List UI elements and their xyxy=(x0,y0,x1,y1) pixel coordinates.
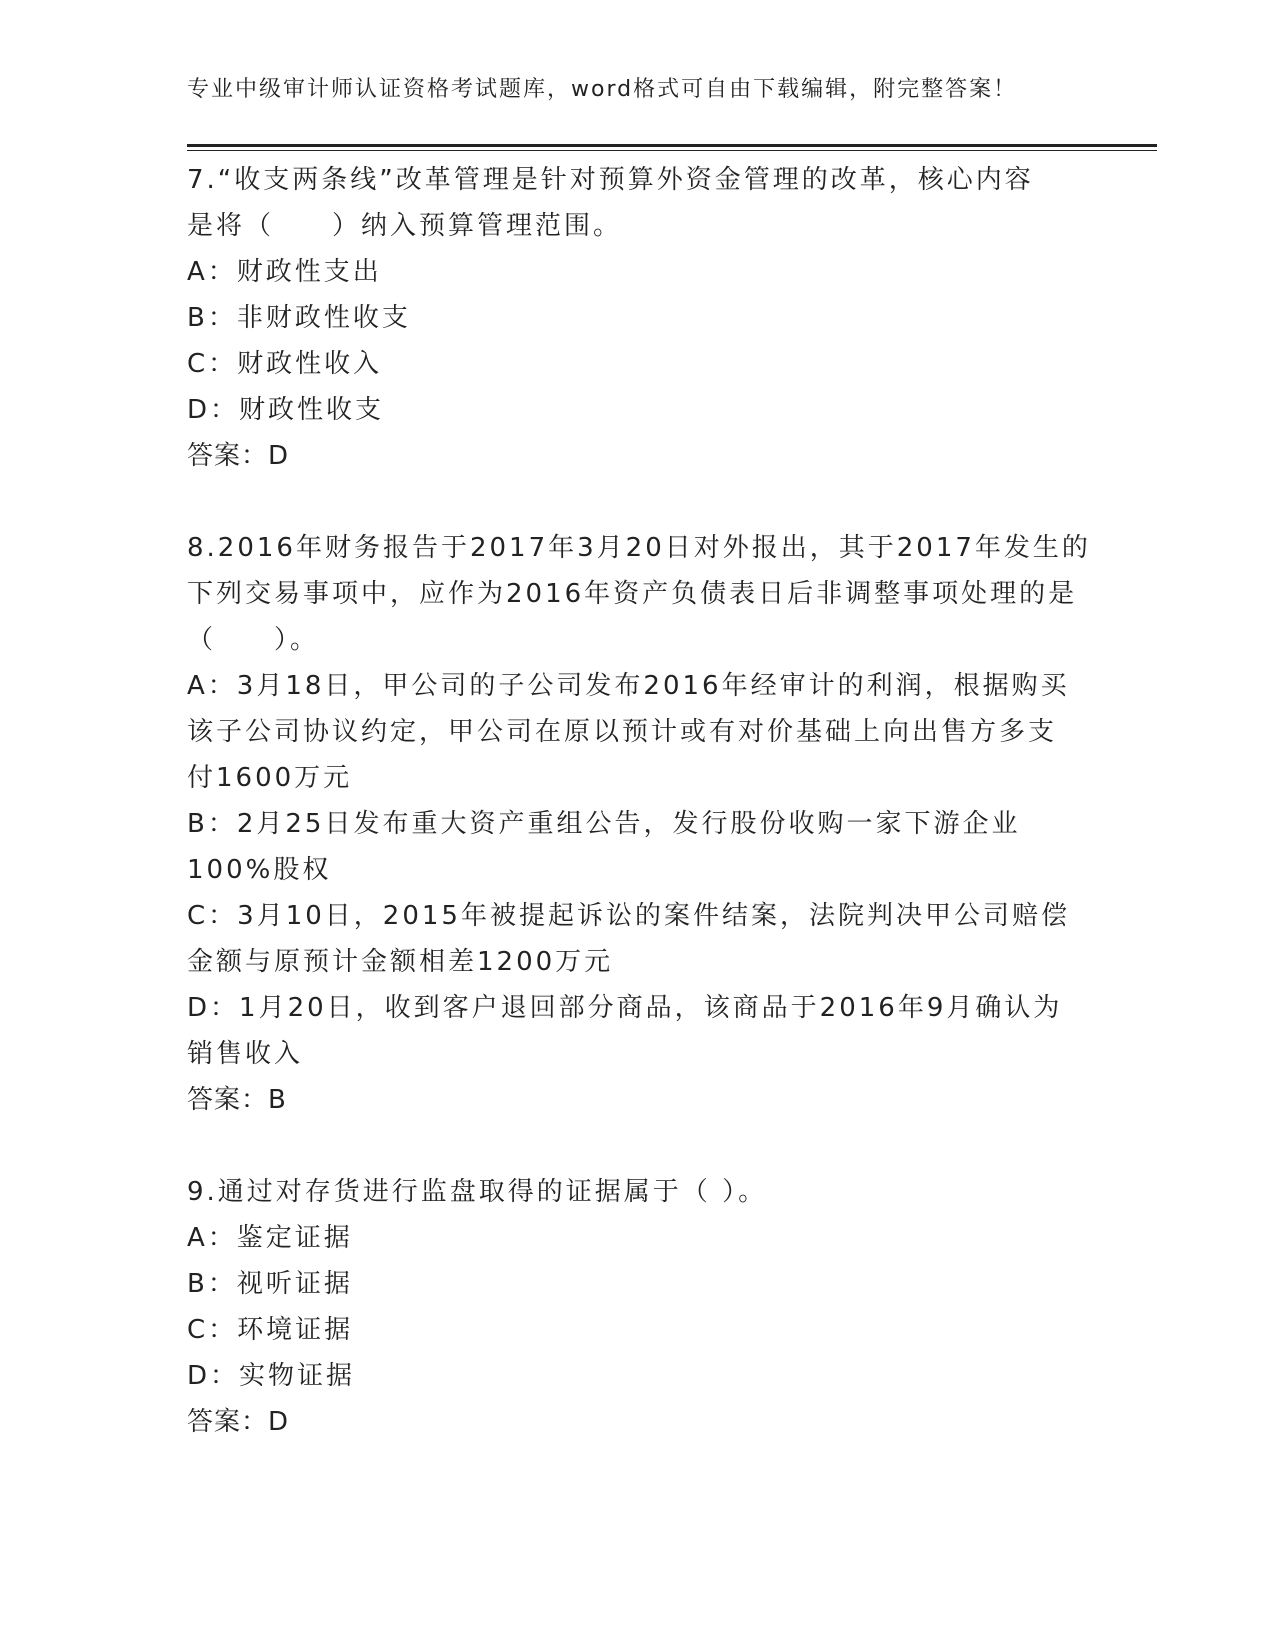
option-a-continued: 该子公司协议约定，甲公司在原以预计或有对价基础上向出售方多支 xyxy=(187,717,1058,747)
option-c: C：3月10日，2015年被提起诉讼的案件结案，法院判决甲公司赔偿 xyxy=(187,901,1070,931)
option-a: A：鉴定证据 xyxy=(187,1223,353,1253)
question-9 xyxy=(187,1169,1087,1445)
option-a: A：3月18日，甲公司的子公司发布2016年经审计的利润，根据购买 xyxy=(187,671,1070,701)
option-d: D：实物证据 xyxy=(187,1361,356,1391)
question-stem-line: 是将（ ）纳入预算管理范围。 xyxy=(187,211,623,241)
question-stem-line: 9.通过对存货进行监盘取得的证据属于（ ）。 xyxy=(187,1177,768,1207)
header-rule-thin xyxy=(187,150,1157,151)
option-c: C：环境证据 xyxy=(187,1315,354,1345)
question-8 xyxy=(187,525,1091,1123)
option-c-continued: 金额与原预计金额相差1200万元 xyxy=(187,947,614,977)
option-d-continued: 销售收入 xyxy=(187,1039,304,1069)
question-stem-line: 8.2016年财务报告于2017年3月20日对外报出，其于2017年发生的 xyxy=(187,533,1091,563)
question-list xyxy=(187,157,1091,1445)
option-b: B：2月25日发布重大资产重组公告，发行股份收购一家下游企业 xyxy=(187,809,1021,839)
option-a-continued: 付1600万元 xyxy=(187,763,353,793)
option-d: D：财政性收支 xyxy=(187,395,385,425)
answer: 答案：B xyxy=(187,1085,287,1115)
option-a: A：财政性支出 xyxy=(187,257,382,287)
page-header: 专业中级审计师认证资格考试题库，word格式可自由下载编辑，附完整答案！ xyxy=(187,77,1018,102)
option-b-continued: 100%股权 xyxy=(187,855,332,885)
answer: 答案：D xyxy=(187,441,290,471)
question-stem-line: 下列交易事项中，应作为2016年资产负债表日后非调整事项处理的是 xyxy=(187,579,1078,609)
option-d: D：1月20日，收到客户退回部分商品，该商品于2016年9月确认为 xyxy=(187,993,1063,1023)
question-spacer xyxy=(187,1123,1087,1169)
answer: 答案：D xyxy=(187,1407,290,1437)
question-spacer xyxy=(187,479,1087,525)
header-rule-thick xyxy=(187,144,1157,147)
option-b: B：非财政性收支 xyxy=(187,303,411,333)
option-b: B：视听证据 xyxy=(187,1269,353,1299)
question-stem-line: 7.“收支两条线”改革管理是针对预算外资金管理的改革，核心内容 xyxy=(187,165,1034,195)
option-c: C：财政性收入 xyxy=(187,349,383,379)
question-7 xyxy=(187,157,1087,479)
question-stem-line: （ ）。 xyxy=(187,625,320,655)
